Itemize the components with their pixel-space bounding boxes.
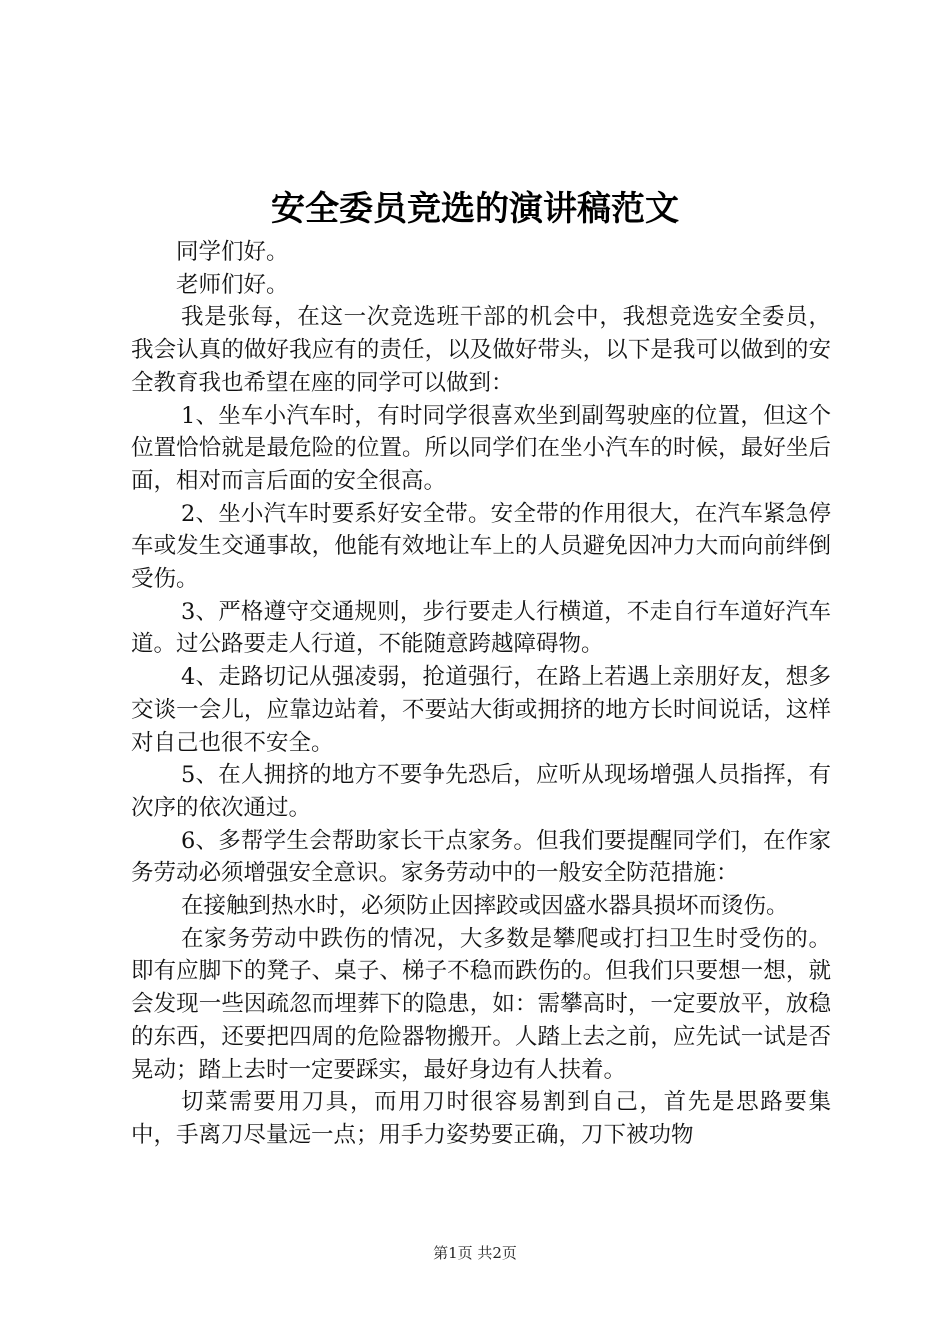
paragraph-item-3: 3、严格遵守交通规则，步行要走人行横道，不走自行车道好汽车道。过公路要走人行道，不能随意跨越障碍物。 <box>131 598 831 658</box>
paragraph-item-4: 4、走路切记从强凌弱，抢道强行，在路上若遇上亲朋好友，想多交谈一会儿，应靠边站着，不要站大街或拥挤的地方长时间说话，这样对自己也很不安全。 <box>131 664 831 756</box>
paragraph-item-6: 6、多帮学生会帮助家长干点家务。但我们要提醒同学们，在作家务劳动必须增强安全意识。家务劳动中的一般安全防范措施： <box>131 827 831 887</box>
paragraph-item-1: 1、坐车小汽车时，有时同学很喜欢坐到副驾驶座的位置，但这个位置恰恰就是最危险的位置。所以同学们在坐小汽车的时候，最好坐后面，相对而言后面的安全很高。 <box>131 402 831 494</box>
paragraph-hot-water: 在接触到热水时，必须防止因摔跤或因盛水器具损坏而烫伤。 <box>181 893 789 920</box>
document-body <box>131 236 831 1152</box>
paragraph-knives: 切菜需要用刀具，而用刀时很容易割到自己，首先是思路要集中，手离刀尽量远一点；用手力姿势要正确，刀下被功物 <box>131 1089 831 1148</box>
paragraph-item-2: 2、坐小汽车时要系好安全带。安全带的作用很大，在汽车紧急停车或发生交通事故，他能有效地让车上的人员避免因冲力大而向前绊倒受伤。 <box>131 500 831 593</box>
paragraph-item-5: 5、在人拥挤的地方不要争先恐后，应听从现场增强人员指挥，有次序的依次通过。 <box>131 762 831 821</box>
document-title: 安全委员竞选的演讲稿范文 <box>271 189 679 229</box>
paragraph-falls: 在家务劳动中跌伤的情况，大多数是攀爬或打扫卫生时受伤的。即有应脚下的凳子、桌子、梯子不稳而跌伤的。但我们只要想一想，就会发现一些因疏忽而埋葬下的隐患，如：需攀高时，一定要放平，放稳的东西，还要把四周的危险器物搬开。人踏上去之前，应先试一试是否晃动；踏上去时一定要踩实，最好身边有人扶着。 <box>131 925 831 1083</box>
page-footer: 第1页 共2页 <box>433 1244 517 1262</box>
paragraph-introduction: 我是张每，在这一次竞选班干部的机会中，我想竞选安全委员，我会认真的做好我应有的责任，以及做好带头，以下是我可以做到的安全教育我也希望在座的同学可以做到： <box>131 304 831 396</box>
paragraph-greeting-teachers: 老师们好。 <box>176 271 289 298</box>
paragraph-greeting-students: 同学们好。 <box>176 239 289 265</box>
